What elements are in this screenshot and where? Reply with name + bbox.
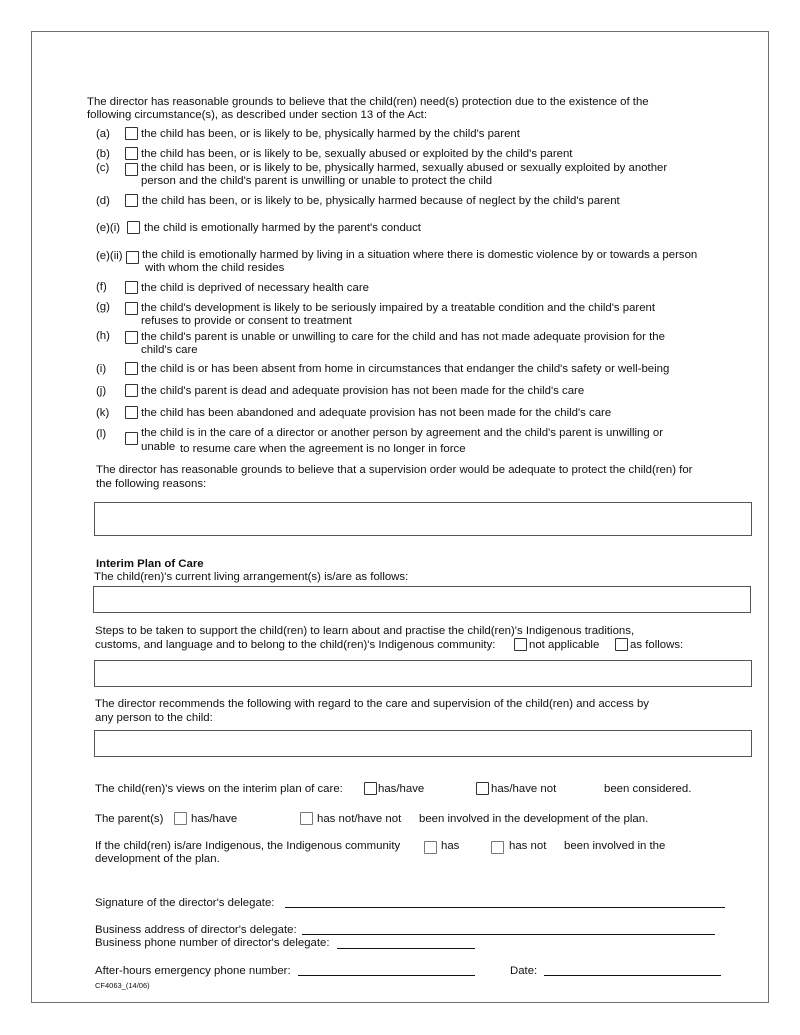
circumstance-b-checkbox[interactable] (125, 147, 138, 160)
circumstance-a-checkbox[interactable] (125, 127, 138, 140)
date-field[interactable] (544, 975, 721, 976)
parents-has-not-checkbox[interactable] (300, 812, 313, 825)
circumstance-ei-text: the child is emotionally harmed by the parent's conduct (144, 222, 421, 234)
intro-line-1: The director has reasonable grounds to believe that the child(ren) need(s) protection due to the existence of the (87, 96, 649, 108)
recommend-line-1: The director recommends the following with regard to the care and supervision of the child(ren) and access by (95, 698, 649, 710)
community-line-2: development of the plan. (95, 853, 220, 865)
views-has-have-not-label: has/have not (491, 783, 557, 795)
recommend-field[interactable] (94, 730, 752, 757)
parents-has-have-checkbox[interactable] (174, 812, 187, 825)
circumstance-h-label: (h) (96, 330, 110, 342)
parents-label: The parent(s) (95, 813, 164, 825)
recommend-line-2: any person to the child: (95, 712, 213, 724)
circumstance-l-text-2a: unable (141, 441, 176, 453)
circumstance-g-text-2: refuses to provide or consent to treatment (141, 315, 352, 327)
circumstance-c-checkbox[interactable] (125, 163, 138, 176)
business-address-label: Business address of director's delegate: (95, 924, 297, 936)
circumstance-eii-text-1: the child is emotionally harmed by living in a situation where there is domestic violence by or towards a person (142, 249, 698, 261)
interim-plan-heading: Interim Plan of Care (96, 558, 204, 570)
circumstance-f-checkbox[interactable] (125, 281, 138, 294)
circumstance-f-label: (f) (96, 281, 107, 293)
circumstance-l-label: (l) (96, 428, 107, 440)
community-has-label: has (441, 840, 460, 852)
signature-field[interactable] (285, 907, 725, 908)
supervision-line-2: the following reasons: (96, 478, 207, 490)
views-has-have-label: has/have (378, 783, 425, 795)
circumstance-l-text-2b: to resume care when the agreement is no longer in force (180, 443, 466, 455)
circumstance-d-checkbox[interactable] (125, 194, 138, 207)
views-has-have-not-checkbox[interactable] (476, 782, 489, 795)
living-arrangement-field[interactable] (93, 586, 751, 613)
circumstance-h-text-1: the child's parent is unable or unwilling to care for the child and has not made adequate provision for the (141, 331, 665, 343)
indigenous-steps-line-1: Steps to be taken to support the child(ren) to learn about and practise the child(ren)'s Indigenous traditions, (95, 625, 635, 637)
circumstance-j-label: (j) (96, 385, 107, 397)
date-label: Date: (510, 965, 538, 977)
signature-label: Signature of the director's delegate: (95, 897, 275, 909)
circumstance-a-label: (a) (96, 128, 110, 140)
community-suffix: been involved in the (564, 840, 666, 852)
business-phone-label: Business phone number of director's delegate: (95, 937, 330, 949)
circumstance-i-text: the child is or has been absent from home in circumstances that endanger the child's safety or well-being (141, 363, 670, 375)
indigenous-steps-field[interactable] (94, 660, 752, 687)
circumstance-c-text-1: the child has been, or is likely to be, physically harmed, sexually abused or sexually exploited by another (141, 162, 668, 174)
community-has-checkbox[interactable] (424, 841, 437, 854)
circumstance-eii-text-2: with whom the child resides (145, 262, 285, 274)
circumstance-c-text-2: person and the child's parent is unwilling or unable to protect the child (141, 175, 493, 187)
circumstance-d-label: (d) (96, 195, 110, 207)
parents-has-have-label: has/have (191, 813, 238, 825)
views-suffix: been considered. (604, 783, 692, 795)
circumstance-ei-label: (e)(i) (96, 222, 121, 234)
circumstance-c-label: (c) (96, 162, 110, 174)
parents-has-not-label: has not/have not (317, 813, 402, 825)
after-hours-label: After-hours emergency phone number: (95, 965, 291, 977)
circumstance-i-label: (i) (96, 363, 107, 375)
supervision-reasons-field[interactable] (94, 502, 752, 536)
circumstance-g-checkbox[interactable] (125, 302, 138, 315)
views-has-have-checkbox[interactable] (364, 782, 377, 795)
parents-suffix: been involved in the development of the plan. (419, 813, 649, 825)
circumstance-b-label: (b) (96, 148, 110, 160)
business-address-field[interactable] (302, 934, 715, 935)
circumstance-k-label: (k) (96, 407, 110, 419)
circumstance-l-checkbox[interactable] (125, 432, 138, 445)
circumstance-j-text: the child's parent is dead and adequate provision has not been made for the child's care (141, 385, 585, 397)
circumstance-b-text: the child has been, or is likely to be, sexually abused or exploited by the child's parent (141, 148, 573, 160)
community-label: If the child(ren) is/are Indigenous, the Indigenous community (95, 840, 401, 852)
supervision-line-1: The director has reasonable grounds to believe that a supervision order would be adequate to protect the child(ren) for (96, 464, 693, 476)
form-code: CF4063_(14/06) (95, 981, 150, 990)
living-arrangement-label: The child(ren)'s current living arrangement(s) is/are as follows: (94, 571, 409, 583)
community-has-not-label: has not (509, 840, 547, 852)
circumstance-i-checkbox[interactable] (125, 362, 138, 375)
business-phone-field[interactable] (337, 948, 475, 949)
circumstance-h-checkbox[interactable] (125, 331, 138, 344)
not-applicable-label: not applicable (529, 639, 600, 651)
circumstance-eii-label: (e)(ii) (96, 250, 123, 262)
as-follows-label: as follows: (630, 639, 684, 651)
circumstance-ei-checkbox[interactable] (127, 221, 140, 234)
circumstance-h-text-2: child's care (141, 344, 198, 356)
circumstance-a-text: the child has been, or is likely to be, physically harmed by the child's parent (141, 128, 520, 140)
circumstance-l-text-1: the child is in the care of a director or another person by agreement and the child's parent is unwilling or (141, 427, 664, 439)
after-hours-field[interactable] (298, 975, 475, 976)
circumstance-k-checkbox[interactable] (125, 406, 138, 419)
circumstance-j-checkbox[interactable] (125, 384, 138, 397)
circumstance-g-text-1: the child's development is likely to be seriously impaired by a treatable condition and the child's parent (141, 302, 656, 314)
circumstance-k-text: the child has been abandoned and adequate provision has not been made for the child's care (141, 407, 612, 419)
circumstance-f-text: the child is deprived of necessary health care (141, 282, 369, 294)
circumstance-g-label: (g) (96, 301, 110, 313)
community-has-not-checkbox[interactable] (491, 841, 504, 854)
as-follows-checkbox[interactable] (615, 638, 628, 651)
circumstance-eii-checkbox[interactable] (126, 251, 139, 264)
indigenous-steps-line-2: customs, and language and to belong to the child(ren)'s Indigenous community: (95, 639, 496, 651)
intro-line-2: following circumstance(s), as described under section 13 of the Act: (87, 109, 427, 121)
views-label: The child(ren)'s views on the interim plan of care: (95, 783, 343, 795)
circumstance-d-text: the child has been, or is likely to be, physically harmed because of neglect by the child's parent (142, 195, 620, 207)
not-applicable-checkbox[interactable] (514, 638, 527, 651)
